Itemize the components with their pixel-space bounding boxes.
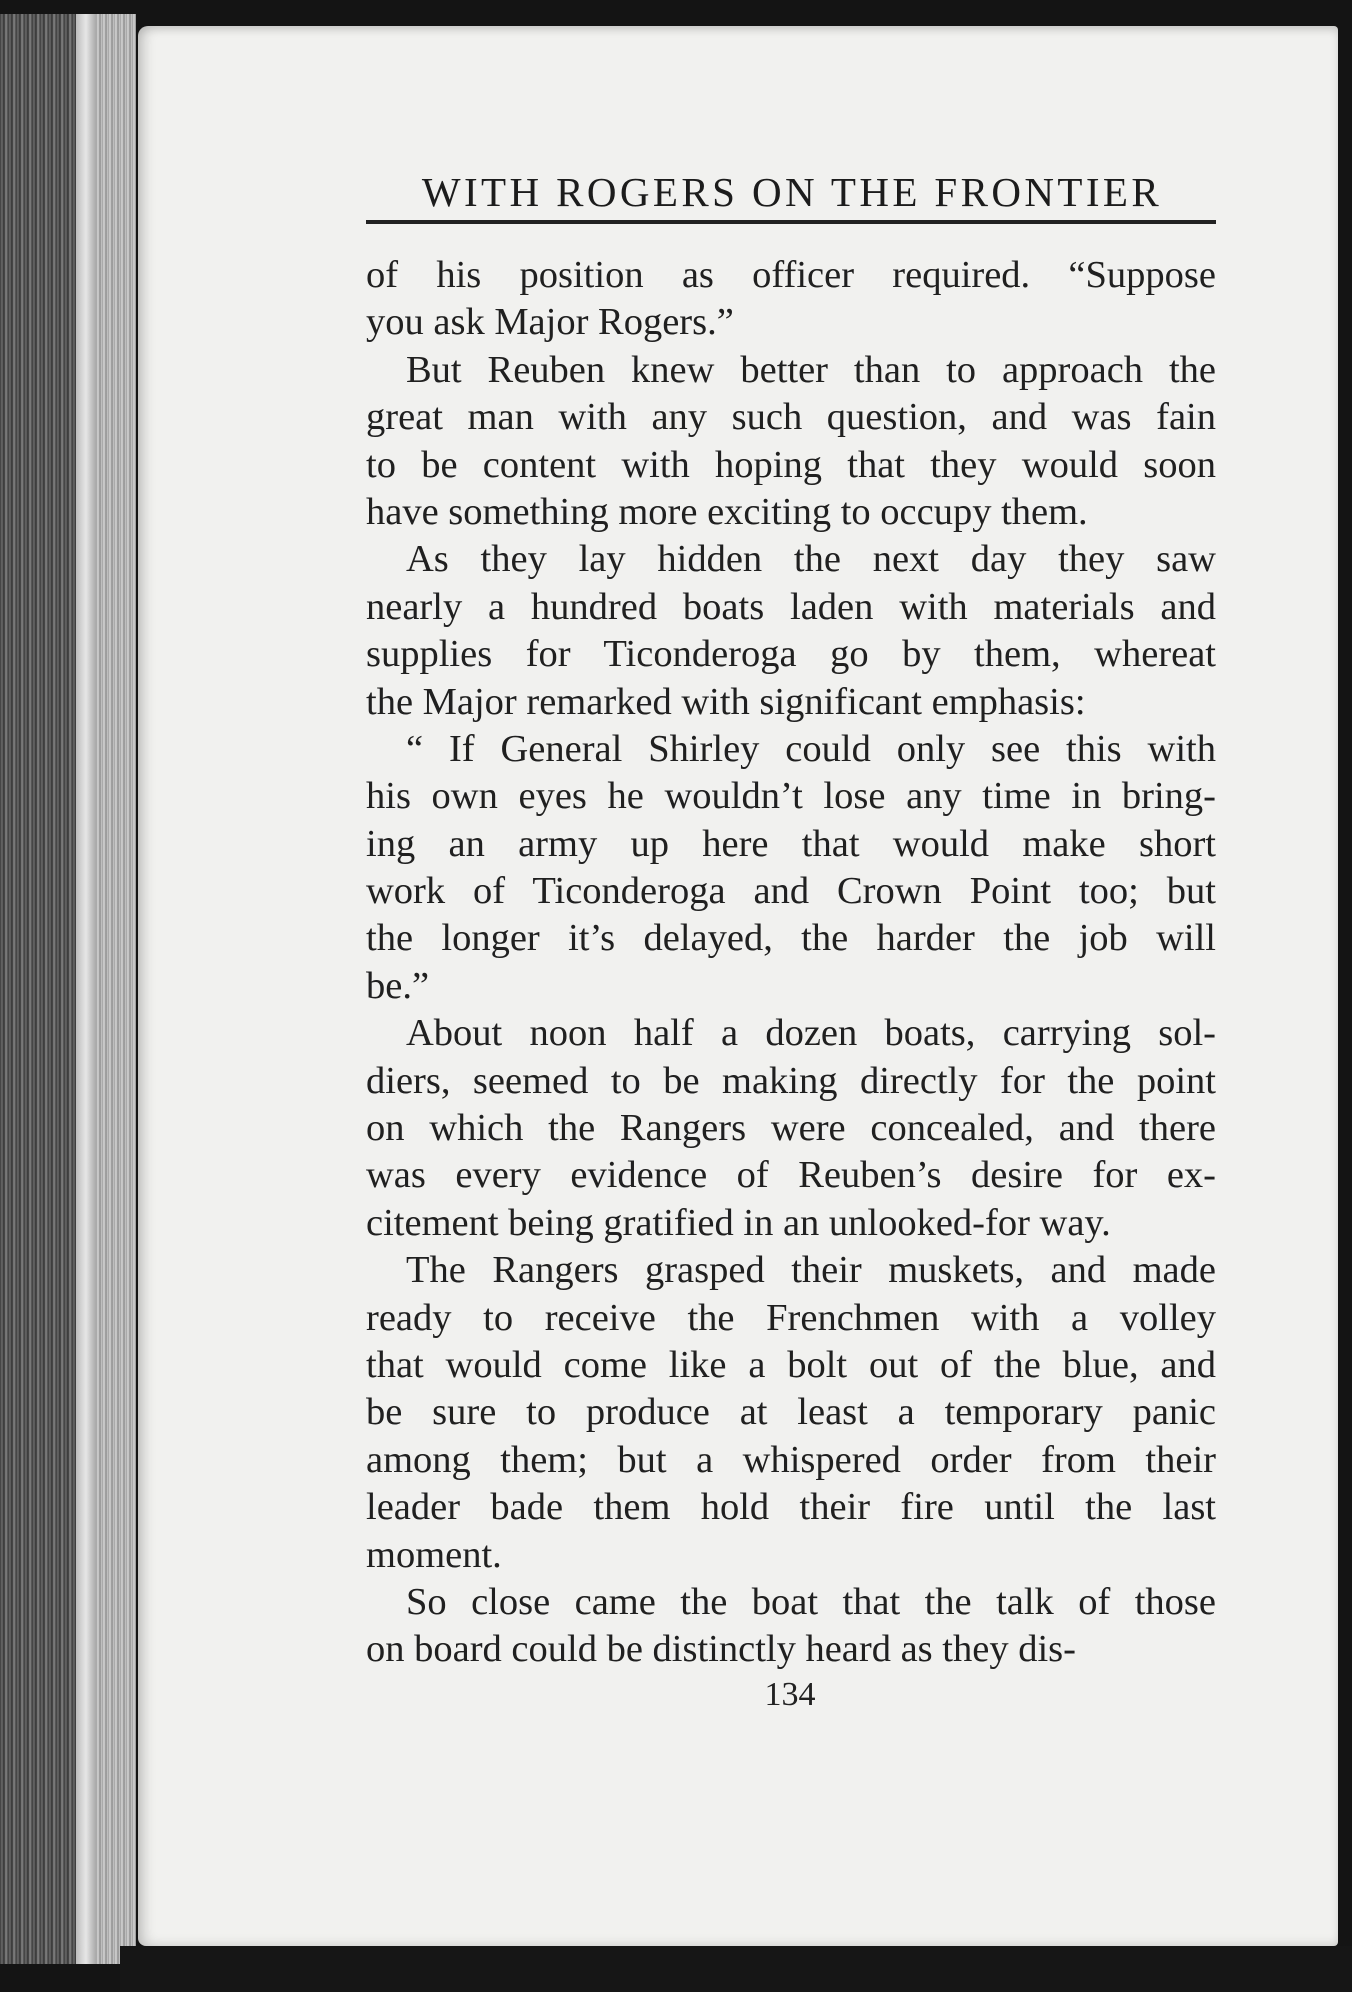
text-line: you ask Major Rogers.” bbox=[366, 301, 734, 344]
text-line: be sure to produce at least a temporary panic bbox=[366, 1391, 1216, 1434]
text-line: to be content with hoping that they would soon bbox=[366, 443, 1216, 486]
book-page-edge-highlight bbox=[76, 14, 96, 1964]
text-line: the Major remarked with significant emphasis: bbox=[366, 680, 1086, 723]
text-line: on which the Rangers were concealed, and there bbox=[366, 1107, 1216, 1150]
text-line: of his position as officer required. “Suppose bbox=[366, 254, 1216, 296]
text-line: supplies for Ticonderoga go by them, whereat bbox=[366, 633, 1216, 676]
text-line: on board could be distinctly heard as they dis- bbox=[366, 1628, 1076, 1671]
text-line: So close came the boat that the talk of those bbox=[406, 1580, 1216, 1623]
text-line: But Reuben knew better than to approach the bbox=[406, 348, 1216, 391]
text-line: citement being gratified in an unlooked-for way. bbox=[366, 1201, 1111, 1244]
text-line: diers, seemed to be making directly for the point bbox=[366, 1059, 1216, 1102]
scan-bottom-shadow bbox=[120, 1946, 1352, 1992]
text-line: As they lay hidden the next day they saw bbox=[406, 538, 1216, 581]
text-line: great man with any such question, and was fain bbox=[366, 396, 1216, 439]
text-line: among them; but a whispered order from their bbox=[366, 1438, 1216, 1481]
text-line: be.” bbox=[366, 964, 430, 1007]
text-line: his own eyes he wouldn’t lose any time in bring- bbox=[366, 775, 1216, 818]
book-page-edge-inner bbox=[96, 14, 136, 1964]
running-head-rule bbox=[366, 220, 1216, 224]
text-line: About noon half a dozen boats, carrying sol- bbox=[406, 1012, 1216, 1055]
text-line: ready to receive the Frenchmen with a volley bbox=[366, 1296, 1216, 1339]
body-text bbox=[366, 252, 1216, 1674]
text-line: that would come like a bolt out of the blue, and bbox=[366, 1343, 1216, 1386]
text-line: the longer it’s delayed, the harder the job will bbox=[366, 917, 1216, 960]
text-line: have something more exciting to occupy them. bbox=[366, 490, 1088, 533]
text-line: leader bade them hold their fire until the last bbox=[366, 1486, 1216, 1529]
text-line: ing an army up here that would make short bbox=[366, 822, 1216, 865]
text-line: nearly a hundred boats laden with materials and bbox=[366, 585, 1216, 628]
text-line: moment. bbox=[366, 1533, 502, 1576]
page-number: 134 bbox=[764, 1676, 816, 1713]
text-line: was every evidence of Reuben’s desire for ex- bbox=[366, 1154, 1216, 1197]
running-head: WITH ROGERS ON THE FRONTIER bbox=[421, 169, 1163, 215]
text-line: work of Ticonderoga and Crown Point too; but bbox=[366, 870, 1216, 913]
text-line: The Rangers grasped their muskets, and made bbox=[406, 1249, 1216, 1292]
text-line: “ If General Shirley could only see this with bbox=[406, 727, 1216, 770]
